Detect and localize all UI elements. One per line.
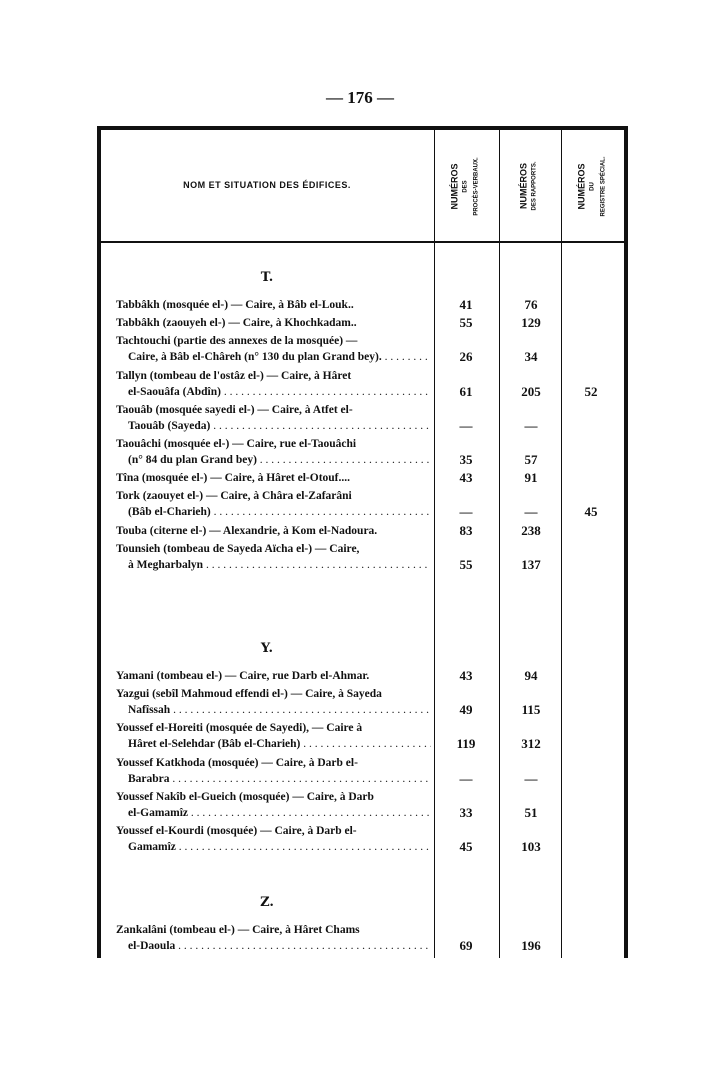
entry-text-line: Youssef el-Horeiti (mosquée de Sayedi), — Caire à [116, 722, 363, 735]
rapport-number: 34 [524, 349, 538, 365]
entry-text-line: Tîna (mosquée el-) — Caire, à Hâret el-Otouf.... [116, 472, 351, 485]
index-entry [116, 297, 431, 313]
proces-verbal-number: — [459, 770, 473, 786]
rapport-number: 238 [521, 522, 541, 538]
rapport-number: 91 [524, 470, 538, 486]
header-proces-verbaux [435, 138, 497, 234]
proces-verbal-number: 43 [459, 470, 473, 486]
rapport-number: 103 [521, 839, 541, 854]
entry-text-line: Caire, à Bâb el-Châreh (n° 130 du plan Grand bey). . . . [116, 349, 431, 365]
entry-text-line: Youssef Katkhoda (mosquée) — Caire, à Darb el- [116, 756, 358, 769]
entry-text-line: à Megharbalyn . . . [116, 557, 431, 573]
index-entry [116, 523, 431, 539]
rapport-number: — [524, 417, 538, 433]
entry-text-line: Tallyn (tombeau de l'ostâz el-) — Caire, à Hâret [116, 369, 352, 382]
entry-text-line: Youssef el-Kourdi (mosquée) — Caire, à Darb el- [116, 825, 357, 837]
section-letter: Y. [260, 641, 274, 656]
proces-verbal-number: — [459, 504, 473, 520]
rapport-number: 129 [521, 315, 541, 331]
index-entry [116, 789, 431, 821]
header-col1-line1: NUMÉROS [449, 163, 460, 210]
entry-text-line: Gamamîz . . . [116, 839, 431, 855]
index-entry [116, 436, 431, 468]
registre-number: 45 [584, 504, 598, 520]
index-entry [116, 755, 431, 787]
proces-verbal-number: 26 [459, 349, 473, 365]
index-entry [116, 368, 431, 400]
entry-text-line: Tork (zaouyet el-) — Caire, à Châra el-Zafarâni [116, 490, 352, 503]
index-entry [116, 488, 431, 520]
entry-text-line: (n° 84 du plan Grand bey) . . . [116, 452, 431, 468]
proces-verbal-number: 35 [459, 452, 473, 467]
header-name-column: NOM ET SITUATION DES ÉDIFICES. [183, 180, 351, 190]
column-divider [499, 130, 500, 958]
rapport-number: — [524, 504, 538, 520]
entry-text-line: el-Saouâfa (Abdîn) . . . [116, 384, 431, 400]
index-entry [116, 720, 431, 752]
proces-verbal-number: 69 [459, 938, 473, 953]
header-col1-line3: PROCÈS-VERBAUX. [473, 156, 480, 216]
rapport-number: 312 [521, 736, 541, 752]
proces-verbal-number: — [459, 417, 473, 433]
section-letter: T. [260, 270, 274, 285]
proces-verbal-number: 41 [459, 297, 473, 312]
index-entry [116, 686, 431, 718]
entry-text-line: Hâret el-Selehdar (Bâb el-Charieh) . . . [116, 736, 431, 752]
proces-verbal-number: 119 [456, 736, 476, 752]
column-divider [434, 130, 435, 958]
page-number: — 176 — [326, 88, 394, 107]
registre-number: 52 [584, 383, 598, 399]
proces-verbal-number: 83 [459, 522, 473, 538]
entry-text-line: Tabbâkh (zaouyeh el-) — Caire, à Khochkadam.. [116, 317, 357, 330]
proces-verbal-number: 49 [459, 702, 473, 718]
header-rapports [500, 138, 560, 234]
section-letter: Z. [260, 895, 274, 910]
rapport-number: 76 [524, 297, 538, 312]
entry-text-line: Tounsieh (tombeau de Sayeda Aïcha el-) — Caire, [116, 542, 360, 555]
entry-text-line: Taouâchi (mosquée el-) — Caire, rue el-Taouâchi [116, 438, 357, 450]
header-col3-line3: REGISTRE SPÉCIAL. [600, 155, 607, 217]
entry-text-line: Yamani (tombeau el-) — Caire, rue Darb el-Ahmar. [116, 670, 370, 682]
header-col2-line2: DES RAPPORTS. [531, 161, 538, 211]
header-col2-line1: NUMÉROS [518, 162, 529, 210]
entry-text-line: el-Daoula . . . [116, 938, 431, 954]
header-registre [562, 138, 624, 234]
index-entry [116, 315, 431, 331]
rapport-number: 196 [521, 938, 541, 953]
entry-text-line: Barabra . . . [116, 771, 431, 787]
entry-text-line: (Bâb el-Charieh) . . . [116, 504, 431, 520]
rapport-number: — [524, 770, 538, 786]
entry-text-line: Zankalâni (tombeau el-) — Caire, à Hâret Chams [116, 924, 360, 936]
rapport-number: 94 [524, 668, 538, 683]
proces-verbal-number: 55 [459, 556, 473, 572]
proces-verbal-number: 43 [459, 668, 473, 683]
rapport-number: 137 [521, 556, 541, 572]
entry-text-line: Taouâb (Sayeda) . . . [116, 418, 431, 434]
entry-text-line: Touba (citerne el-) — Alexandrie, à Kom el-Nadoura. [116, 524, 378, 537]
entry-text-line: Nafîssah . . . [116, 702, 431, 718]
column-divider [561, 130, 562, 958]
index-entry [116, 541, 431, 573]
rapport-number: 51 [524, 804, 538, 820]
index-entry [116, 668, 431, 684]
proces-verbal-number: 45 [459, 839, 473, 854]
entry-text-line: Yazgui (sebîl Mahmoud effendi el-) — Caire, à Sayeda [116, 688, 382, 701]
header-col3-line1: NUMÉROS [576, 162, 587, 210]
rapport-number: 205 [521, 383, 541, 399]
table-header [101, 130, 624, 243]
entry-text-line: Youssef Nakîb el-Gueich (mosquée) — Caire, à Darb [116, 790, 374, 803]
proces-verbal-number: 33 [459, 804, 473, 820]
index-entry [116, 470, 431, 486]
index-entry [116, 823, 431, 855]
entry-text-line: Taouâb (mosquée sayedi el-) — Caire, à Atfet el- [116, 403, 353, 416]
rapport-number: 57 [524, 452, 538, 467]
entry-text-line: Tabbâkh (mosquée el-) — Caire, à Bâb el-Louk.. [116, 299, 354, 311]
header-col3-line2: DU [589, 181, 596, 191]
header-col1-line2: DES [462, 179, 469, 193]
rapport-number: 115 [521, 702, 541, 718]
entry-text-line: el-Gamamîz . . . [116, 805, 431, 821]
entry-text-line: Tachtouchi (partie des annexes de la mosquée) — [116, 335, 358, 348]
index-entry [116, 402, 431, 434]
proces-verbal-number: 61 [459, 383, 473, 399]
index-entry [116, 922, 431, 954]
index-table [97, 126, 628, 958]
proces-verbal-number: 55 [459, 315, 473, 331]
index-entry [116, 333, 431, 365]
